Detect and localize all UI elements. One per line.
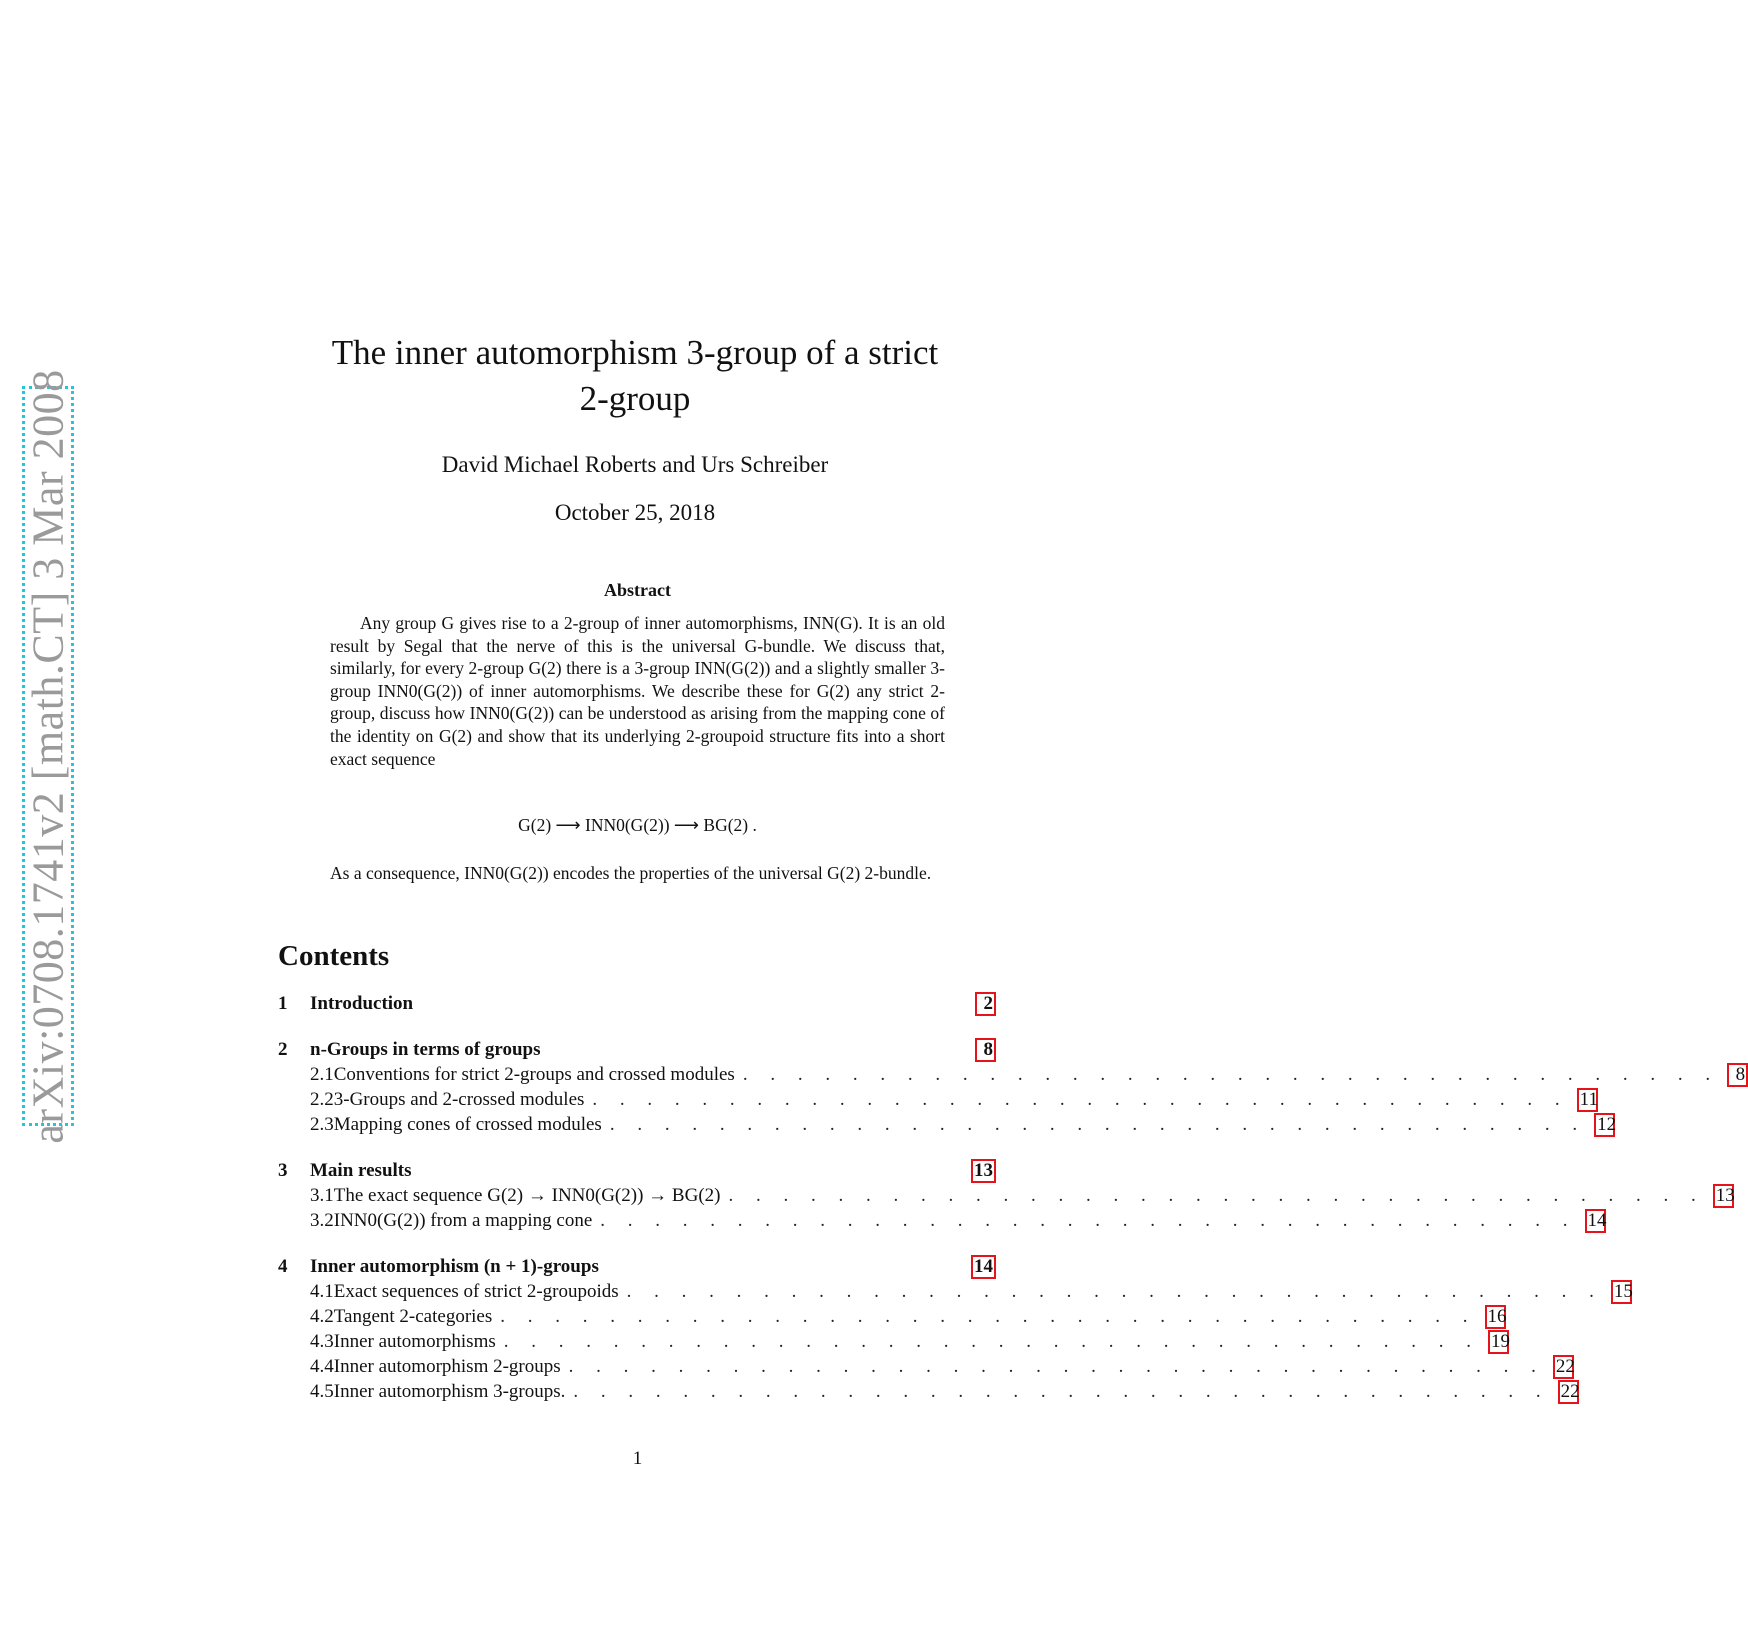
toc-page-link[interactable]: 16	[1485, 1305, 1506, 1329]
toc-subsection-title: Inner automorphism 3-groups.	[333, 1381, 566, 1402]
toc-leader-dots: . . . . . . . . . . . . . . . . . . . . . . . . . . . . . . . . . . . .	[728, 1185, 1705, 1206]
toc-page-link[interactable]: 2	[975, 992, 996, 1016]
toc-page-link[interactable]: 22	[1558, 1380, 1579, 1404]
abstract-heading: Abstract	[604, 580, 671, 600]
toc-subsection-title: INN0(G(2)) from a mapping cone	[333, 1210, 593, 1231]
abstract-exact-sequence: G(2) ⟶ INN0(G(2)) ⟶ BG(2) .	[518, 815, 757, 835]
toc-section-title: Main results	[310, 1160, 412, 1181]
toc-leader-dots: . . . . . . . . . . . . . . . . . . . . . . . . . . . . . . . . . . . .	[600, 1210, 1577, 1231]
toc-page-link[interactable]: 12	[1594, 1113, 1615, 1137]
arxiv-stamp-text: arXiv:0708.1741v2 [math.CT] 3 Mar 2008	[23, 368, 73, 1144]
abstract-body: Any group G gives rise to a 2-group of inner automorphisms, INN(G). It is an old result by Segal that the nerve of this is the universal G-bundle. We discuss that, similarly, for every 2-group G(2) there is a 3-group INN(G(2)) and a slightly smaller 3-group INN0(G(2)) of inner automorphisms. We describe these for G(2) any strict 2-group, discuss how INN0(G(2)) can be understood as arising from the mapping cone of the identity on G(2) and show that its underlying 2-groupoid structure fits into a short exact sequence	[330, 613, 945, 769]
toc-page-link[interactable]: 11	[1577, 1088, 1598, 1112]
toc-subsection-number: 4.1	[310, 1281, 334, 1302]
toc-page-link[interactable]: 15	[1611, 1280, 1632, 1304]
arxiv-stamp	[22, 368, 74, 1144]
toc-subsection-4-4[interactable]	[278, 1355, 1575, 1380]
toc-section-number: 4	[278, 1256, 288, 1277]
toc-subsection-number: 2.2	[310, 1089, 334, 1110]
toc-page-link[interactable]: 8	[975, 1038, 996, 1062]
toc-section-3[interactable]	[278, 1159, 996, 1184]
toc-subsection-4-1[interactable]	[278, 1280, 1633, 1305]
toc-subsection-title: Conventions for strict 2-groups and crossed modules	[333, 1064, 735, 1085]
toc-subsection-title: Mapping cones of crossed modules	[333, 1114, 602, 1135]
toc-subsection-number: 4.3	[310, 1331, 334, 1352]
toc-subsection-4-2[interactable]	[278, 1305, 1507, 1330]
toc-page-link[interactable]: 8	[1727, 1063, 1748, 1087]
toc-page-link[interactable]: 13	[1713, 1184, 1734, 1208]
toc-page-link[interactable]: 13	[971, 1159, 996, 1183]
contents-heading: Contents	[278, 940, 390, 972]
toc-subsection-title: Exact sequences of strict 2-groupoids	[333, 1281, 619, 1302]
toc-subsection-4-5[interactable]	[278, 1380, 1580, 1405]
toc-subsection-2-3[interactable]	[278, 1113, 1617, 1138]
toc-subsection-4-3[interactable]	[278, 1330, 1511, 1355]
toc-subsection-title: Inner automorphism 2-groups	[333, 1356, 561, 1377]
toc-section-title: Introduction	[310, 993, 414, 1014]
toc-section-title: n-Groups in terms of groups	[310, 1039, 541, 1060]
toc-subsection-title: 3-Groups and 2-crossed modules	[333, 1089, 585, 1110]
page-number: 1	[632, 1448, 643, 1469]
toc-subsection-number: 3.2	[310, 1210, 334, 1231]
toc-subsection-title: Tangent 2-categories	[333, 1306, 493, 1327]
paper-title	[300, 330, 970, 422]
toc-subsection-number: 4.2	[310, 1306, 334, 1327]
toc-section-2[interactable]	[278, 1038, 996, 1063]
toc-leader-dots: . . . . . . . . . . . . . . . . . . . . . . . . . . . . . . . . . . . .	[742, 1064, 1720, 1085]
table-of-contents	[278, 992, 1746, 1405]
toc-section-number: 3	[278, 1160, 288, 1181]
toc-leader-dots: . . . . . . . . . . . . . . . . . . . . . . . . . . . . . . . . . . . .	[573, 1381, 1550, 1402]
toc-leader-dots: . . . . . . . . . . . . . . . . . . . . . . . . . . . . . . . . . . . .	[500, 1306, 1477, 1327]
title-line-1: The inner automorphism 3-group of a strict	[331, 333, 939, 372]
toc-subsection-number: 2.3	[310, 1114, 334, 1135]
toc-leader-dots: . . . . . . . . . . . . . . . . . . . . . . . . . . . . . . . . . . . .	[568, 1356, 1545, 1377]
toc-section-title: Inner automorphism (n + 1)-groups	[310, 1256, 599, 1277]
toc-leader-dots: . . . . . . . . . . . . . . . . . . . . . . . . . . . . . . . . . . . .	[592, 1089, 1569, 1110]
toc-subsection-3-2[interactable]	[278, 1209, 1607, 1234]
toc-subsection-number: 3.1	[310, 1185, 334, 1206]
authors: David Michael Roberts and Urs Schreiber	[441, 452, 829, 477]
toc-subsection-title: Inner automorphisms	[333, 1331, 496, 1352]
toc-page-link[interactable]: 22	[1553, 1355, 1574, 1379]
toc-leader-dots: . . . . . . . . . . . . . . . . . . . . . . . . . . . . . . . . . . . .	[503, 1331, 1481, 1352]
toc-subsection-2-1[interactable]	[278, 1063, 1746, 1088]
toc-page-link[interactable]: 14	[1585, 1209, 1606, 1233]
date: October 25, 2018	[554, 500, 716, 525]
toc-page-link[interactable]: 19	[1488, 1330, 1509, 1354]
toc-subsection-number: 2.1	[310, 1064, 334, 1085]
toc-subsection-3-1[interactable]	[278, 1184, 1735, 1209]
toc-leader-dots: . . . . . . . . . . . . . . . . . . . . . . . . . . . . . . . . . . . .	[626, 1281, 1603, 1302]
toc-leader-dots: . . . . . . . . . . . . . . . . . . . . . . . . . . . . . . . . . . . .	[609, 1114, 1587, 1135]
title-line-2: 2-group	[579, 379, 691, 418]
toc-subsection-number: 4.4	[310, 1356, 334, 1377]
toc-page-link[interactable]: 14	[971, 1255, 996, 1279]
toc-section-number: 2	[278, 1039, 288, 1060]
toc-subsection-2-2[interactable]	[278, 1088, 1598, 1113]
toc-subsection-title: The exact sequence G(2) → INN0(G(2)) → BG(2)	[333, 1185, 721, 1206]
toc-subsection-number: 4.5	[310, 1381, 334, 1402]
toc-section-number: 1	[278, 993, 288, 1014]
toc-section-1[interactable]	[278, 992, 996, 1017]
abstract-consequence: As a consequence, INN0(G(2)) encodes the properties of the universal G(2) 2-bundle.	[330, 863, 932, 883]
toc-section-4[interactable]	[278, 1255, 996, 1280]
